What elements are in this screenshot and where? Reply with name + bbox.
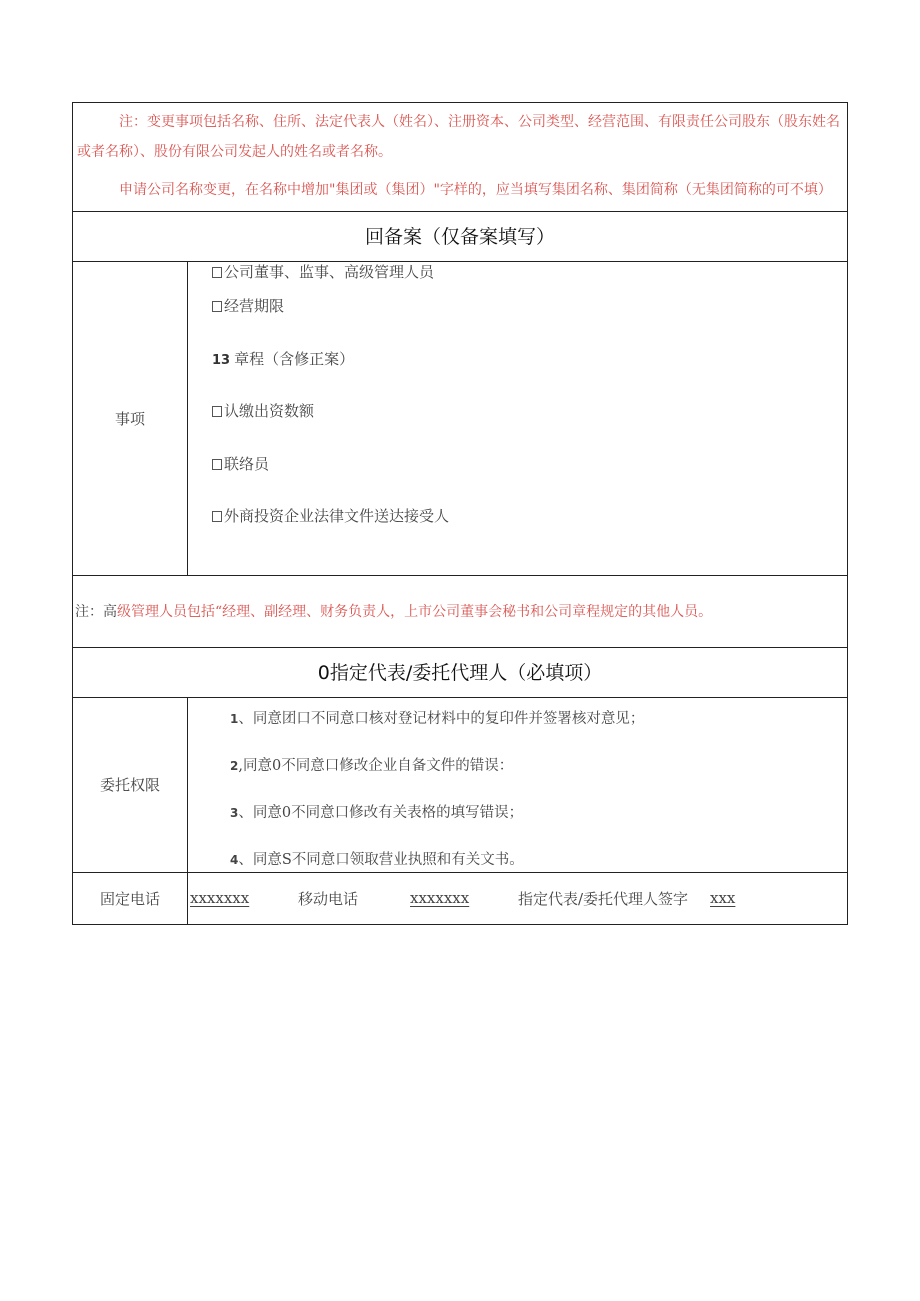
checkbox-icon[interactable] (212, 301, 222, 312)
contact-fields (188, 873, 847, 924)
mobile-phone-label: 移动电话 (298, 889, 359, 908)
note-paragraph-1: 注：变更事项包括名称、住所、法定代表人（姓名）、注册资本、公司类型、经营范围、有限责任公司股东（股东姓名或者名称）、股份有限公司发起人的姓名或者名称。 (77, 114, 840, 160)
filing-items-row (72, 262, 848, 576)
signature-value[interactable]: xxx (710, 889, 736, 908)
authority-item-collect-license[interactable]: 4、同意S不同意口领取营业执照和有关文书。 (230, 851, 524, 868)
note-paragraph-2: 申请公司名称变更，在名称中增加"集团或（集团）"字样的，应当填写集团名称、集团简称（无集团简称的可不填） (119, 182, 832, 198)
authority-label: 委托权限 (73, 698, 188, 872)
signature-label: 指定代表/委托代理人签字 (518, 889, 689, 908)
authority-item-verify-copies[interactable]: 1、同意团口不同意口核对登记材料中的复印件并签署核对意见； (230, 710, 645, 727)
filing-item-service-recipient[interactable]: 外商投资企业法律文件送达接受人 (212, 506, 847, 559)
representative-section-title: 0指定代表/委托代理人（必填项） (72, 648, 848, 698)
filing-item-articles[interactable]: 13 章程（含修正案） (212, 349, 355, 368)
contact-row (72, 873, 848, 925)
checkbox-icon[interactable] (212, 267, 222, 278)
filing-items-label: 事项 (73, 262, 188, 575)
filing-section-title: 回备案（仅备案填写） (72, 212, 848, 262)
fixed-phone-value[interactable]: xxxxxxx (190, 889, 250, 908)
officers-note: 注：高级管理人员包括“经理、副经理、财务负责人，上市公司董事会秘书和公司章程规定的其他人员。 (72, 576, 848, 648)
form-sheet (72, 102, 848, 925)
authority-item-fix-documents[interactable]: 2,同意0不同意口修改企业自备文件的错误： (230, 757, 514, 774)
checkbox-marker[interactable]: 13 (212, 352, 231, 368)
filing-item-term[interactable]: 经营期限 (212, 296, 847, 349)
checkbox-icon[interactable] (212, 406, 222, 417)
filing-item-liaison[interactable]: 联络员 (212, 454, 847, 507)
checkbox-icon[interactable] (212, 511, 222, 522)
authority-item-fix-forms[interactable]: 3、同意0不同意口修改有关表格的填写错误； (230, 804, 524, 821)
filing-items-list (188, 262, 847, 575)
authority-row (72, 698, 848, 873)
change-notes (72, 102, 848, 212)
mobile-phone-value[interactable]: xxxxxxx (410, 889, 470, 908)
filing-item-capital[interactable]: 认缴出资数额 (212, 401, 847, 454)
fixed-phone-label: 固定电话 (73, 873, 188, 924)
filing-item-officers[interactable]: 公司董事、监事、高级管理人员 (212, 262, 847, 296)
checkbox-icon[interactable] (212, 459, 222, 470)
authority-list (188, 698, 847, 872)
